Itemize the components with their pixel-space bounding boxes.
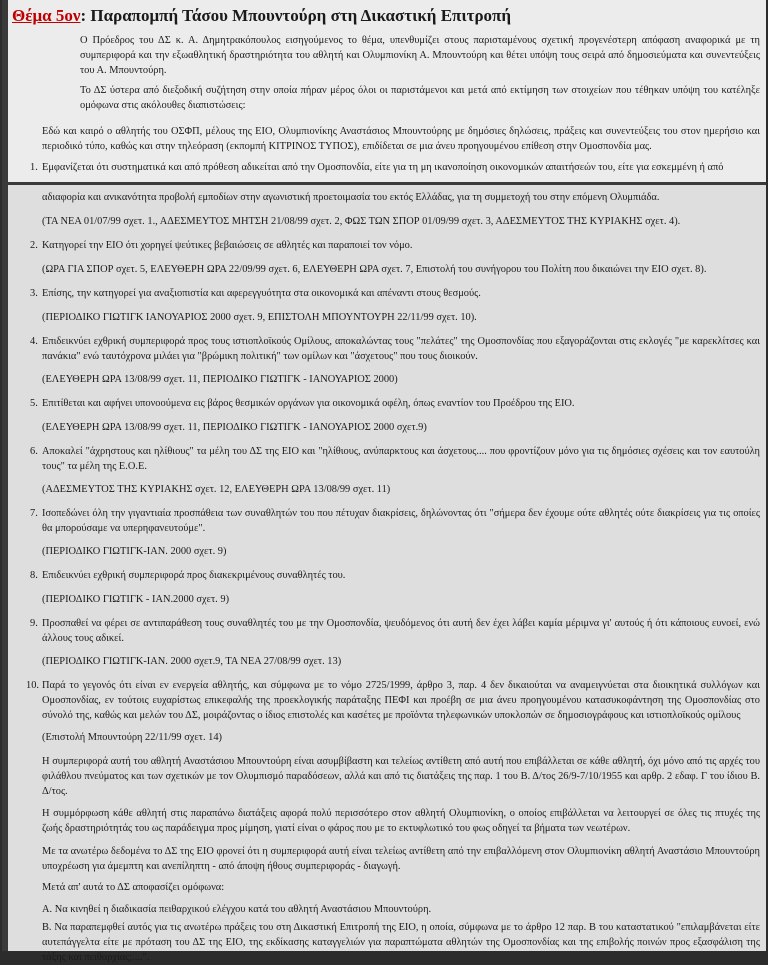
item-number: 5. — [30, 398, 38, 409]
item-source: (ΤΑ ΝΕΑ 01/07/99 σχετ. 1., ΑΔΕΣΜΕΥΤΟΣ ΜΗΤΣΗ 21/08/99 σχετ. 2, ΦΩΣ ΤΩΝ ΣΠΟΡ 01/09/99 σχετ. 3, ΑΔΕΣΜΕΥΤΟΣ ΤΗΣ ΚΥΡΙΑΚΗΣ σχετ. 4). — [42, 216, 681, 227]
title-separator: : — [80, 6, 91, 25]
item-text: Παρά το γεγονός ότι είναι εν ενεργεία αθλητής, και σύμφωνα με το νόμο 2725/1999, άρθρο 3, παρ. 4 δεν δικαιούται να αναμειγνύεται στα διοικητικά συλλόγων και Ομοσπονδίας, εν τούτοις ευχαρίστως επικεφαλής της προεκλογικής παράταξης ΠΕΦΙ και προέβη σε μια άνευ προηγουμένου κατασυκοφάντηση της Ομοσπονδίας στο σύνολό της, καθώς και μελών του ΔΣ, μοιράζοντας ο ίδιος επιστολές και κασέτες με προϊόντα τηλεφωνικών υποκλοπών σε δημοσιογράφους και ιστιοπλοϊκούς ομίλους — [42, 680, 760, 721]
decision-b: Β. Να παραπεμφθεί αυτός για τις ανωτέρω πράξεις του στη Δικαστική Επιτροπή της ΕΙΟ, η οποία, σύμφωνα με το άρθρο 12 παρ. Β του καταστατικού "επιλαμβάνεται είτε αυτεπάγγελτα είτε με πρόταση του ΔΣ της ΕΙΟ, της εκδίκασης καταγγελιών για παραπτώματα αθλητών της Ομοσπονδίας και της επιβολής ποινών προς εξασφάλιση της τάξης και πειθαρχίας;....". — [42, 922, 760, 963]
item-text: Επίσης, την κατηγορεί για αναξιοπιστία και αφερεγγυότητα στα οικονομικά και απέναντι στους θεσμούς. — [42, 288, 481, 299]
intro-paragraph-1: Ο Πρόεδρος του ΔΣ κ. Α. Δημητρακόπουλος εισηγούμενος το θέμα, υπενθυμίζει στους παρισταμένους σχετική προγενέστερη απόφαση αναφορικά με τη συμπεριφορά και την εξωαθλητική δραστηριότητα του αθλητή και Ολυμπιονίκη Α. Μπουντούρη και θέτει υπόψη τους σειρά από δημοσιεύματα και συνεντεύξεις του Α. Μπουντούρη. — [80, 35, 760, 76]
item-number: 1. — [30, 162, 38, 173]
item-number: 6. — [30, 446, 38, 457]
item-source: (ΠΕΡΙΟΔΙΚΟ ΓΙΩΤΙΓΚ-ΙΑΝ. 2000 σχετ.9, ΤΑ ΝΕΑ 27/08/99 σχετ. 13) — [42, 656, 342, 667]
page-title — [12, 6, 511, 26]
item-text: Προσπαθεί να φέρει σε αντιπαράθεση τους συναθλητές του με την Ομοσπονδία, ψευδόμενος ότι αυτή δεν έχει λάβει καμία μέριμνα γι' αυτούς ή ότι κάποιους ευνοεί, ενώ άλλους τους αδικεί. — [42, 618, 760, 644]
item-number: 10. — [26, 680, 39, 691]
closing-paragraph-2: Η συμμόρφωση κάθε αθλητή στις παραπάνω διατάξεις αφορά πολύ περισσότερο στον αθλητή Ολυμπιονίκη, ο οποίος επιβάλλεται να λειτουργεί σε όλες τις πτυχές της ζωής δραστηριότητάς του ως παράδειγμα προς μίμηση, γιατί είναι ο φάρος που με το εκτυφλωτικό του φως οδηγεί τα βήματα των νεωτέρων. — [42, 808, 760, 834]
item-text: Επιδεικνύει εχθρική συμπεριφορά προς διακεκριμένους συναθλητές του. — [42, 570, 346, 581]
item-number: 4. — [30, 336, 38, 347]
title-prefix: Θέμα 5ον — [12, 6, 81, 25]
item-source: (Επιστολή Μπουντούρη 22/11/99 σχετ. 14) — [42, 732, 223, 743]
decision-a: Α. Να κινηθεί η διαδικασία πειθαρχικού ελέγχου κατά του αθλητή Αναστάσιου Μπουντούρη. — [42, 904, 432, 915]
intro-paragraph-2: Το ΔΣ ύστερα από διεξοδική συζήτηση στην οποία πήραν μέρος όλοι οι παριστάμενοι και μετά από εκτίμηση των στοιχείων που τέθηκαν υπόψη του κατέληξε ομόφωνα στις ακόλουθες διαπιστώσεις: — [80, 85, 760, 111]
item-number: 3. — [30, 288, 38, 299]
item-source: (ΩΡΑ ΓΙΑ ΣΠΟΡ σχετ. 5, ΕΛΕΥΘΕΡΗ ΩΡΑ 22/09/99 σχετ. 6, ΕΛΕΥΘΕΡΗ ΩΡΑ σχετ. 7, Επιστολή του συνήγορου του Πολίτη που δικαιώνει την ΕΙΟ σχετ. 8). — [42, 264, 707, 275]
closing-paragraph-1: Η συμπεριφορά αυτή του αθλητή Αναστάσιου Μπουντούρη είναι ασυμβίβαστη και τελείως αντίθετη από αυτή που επιβάλλεται σε κάθε αθλητή, όχι μόνο από τις αρχές του φιλάθλου πνεύματος και των σχετικών με τον Ολυμπισμό παραδόσεων, αλλά και από τις διατάξεις της παρ. 1 του Β. Δ/τος 26/9-7/10/1955 και αρθρ. 2 εδαφ. Γ του ίδιου Β. Δ/τος. — [42, 756, 760, 797]
title-text: Παραπομπή Τάσου Μπουντούρη στη Δικαστική Επιτροπή — [90, 6, 512, 25]
closing-paragraph-3: Με τα ανωτέρω δεδομένα το ΔΣ της ΕΙΟ φρονεί ότι η συμπεριφορά αυτή είναι τελείως αντίθετη από την επιβαλλόμενη στον Ολυμπιονίκη αθλητή Αναστάσιο Μπουντούρη υποχρέωση για άμεμπτη και ανεπίληπτη - από άποψη ήθους συμπεριφοράς - διαγωγή. — [42, 846, 760, 872]
item-text-line1: Εμφανίζεται ότι συστηματικά και από πρόθεση αδικείται από την Ομοσπονδία, είτε για τη μη ικανοποίηση οικονομικών απαιτήσεών του, είτε για εσκεμμένη ή από — [42, 162, 724, 173]
item-source: (ΕΛΕΥΘΕΡΗ ΩΡΑ 13/08/99 σχετ. 11, ΠΕΡΙΟΔΙΚΟ ΓΙΩΤΙΓΚ - ΙΑΝΟΥΑΡΙΟΣ 2000) — [42, 374, 398, 385]
item-number: 9. — [30, 618, 38, 629]
item-source: (ΑΔΕΣΜΕΥΤΟΣ ΤΗΣ ΚΥΡΙΑΚΗΣ σχετ. 12, ΕΛΕΥΘΕΡΗ ΩΡΑ 13/08/99 σχετ. 11) — [42, 484, 391, 495]
item-source: (ΠΕΡΙΟΔΙΚΟ ΓΙΩΤΙΓΚ-ΙΑΝ. 2000 σχετ. 9) — [42, 546, 227, 557]
document-page — [2, 0, 766, 963]
item-number: 7. — [30, 508, 38, 519]
item-text-line2: αδιαφορία και ανικανότητα προβολή εμποδίων στην αγωνιστική προετοιμασία του εκτός Ελλάδας, για τη συμμετοχή του στην επόμενη Ολυμπιάδα. — [42, 192, 660, 203]
intro-paragraph-3: Εδώ και καιρό ο αθλητής του ΟΣΦΠ, μέλους της ΕΙΟ, Ολυμπιονίκης Αναστάσιος Μπουντούρης με δημόσιες δηλώσεις, πράξεις και συνεντεύξεις του στον ημερήσιο και περιοδικό τύπο, καθώς και στην τηλεόραση (εκπομπή ΚΙΤΡΙΝΟΣ ΤΥΠΟΣ), επιδίδεται σε μια άνευ προηγουμένου επίθεση στην Ομοσπονδία μας. — [42, 126, 760, 152]
item-source: (ΕΛΕΥΘΕΡΗ ΩΡΑ 13/08/99 σχετ. 11, ΠΕΡΙΟΔΙΚΟ ΓΙΩΤΙΓΚ - ΙΑΝΟΥΑΡΙΟΣ 2000 σχετ.9) — [42, 422, 427, 433]
item-text: Επιδεικνύει εχθρική συμπεριφορά προς τους ιστιοπλοϊκούς Ομίλους, αποκαλώντας τους "πελάτες" της Ομοσπονδίας που εξαγοράζονται στις εκλογές "με καρεκλίτσες και πανάκια" ενώ ταυτόχρονα μιλάει για "βρώμικη πολιτική" των ομίλων και "άσχετους" που τους διοικούν. — [42, 336, 760, 362]
item-source: (ΠΕΡΙΟΔΙΚΟ ΓΙΩΤΙΓΚ - ΙΑΝ.2000 σχετ. 9) — [42, 594, 230, 605]
item-text: Κατηγορεί την ΕΙΟ ότι χορηγεί ψεύτικες βεβαιώσεις σε αθλητές και παραποιεί τον νόμο. — [42, 240, 413, 251]
item-number: 8. — [30, 570, 38, 581]
item-source: (ΠΕΡΙΟΔΙΚΟ ΓΙΩΤΙΓΚ ΙΑΝΟΥΑΡΙΟΣ 2000 σχετ. 9, ΕΠΙΣΤΟΛΗ ΜΠΟΥΝΤΟΥΡΗ 22/11/99 σχετ. 10). — [42, 312, 477, 323]
item-text: Αποκαλεί "άχρηστους και ηλίθιους" τα μέλη του ΔΣ της ΕΙΟ και "ηλίθιους, ανύπαρκτους και άσχετους.... που φροντίζουν μόνο για τις δημόσιες σχέσεις και τον εαυτούλη τους" τα μέλη της Ε.Ο.Ε. — [42, 446, 760, 472]
left-edge — [2, 0, 8, 951]
item-text: Ισοπεδώνει όλη την γιγαντιαία προσπάθεια των συναθλητών του που πέτυχαν διακρίσεις, δηλώνοντας ότι "σήμερα δεν έχουμε ούτε αθλητές ούτε διακρίσεις για τις οποίες θα μπορούσαμε να υπερηφανευτούμε". — [42, 508, 760, 534]
item-text: Επιτίθεται και αφήνει υπονοούμενα εις βάρος θεσμικών οργάνων για οικονομικά οφέλη, όπως εναντίον του Προέδρου της ΕΙΟ. — [42, 398, 575, 409]
decision-intro: Μετά απ' αυτά το ΔΣ αποφασίζει ομόφωνα: — [42, 882, 225, 893]
item-number: 2. — [30, 240, 38, 251]
